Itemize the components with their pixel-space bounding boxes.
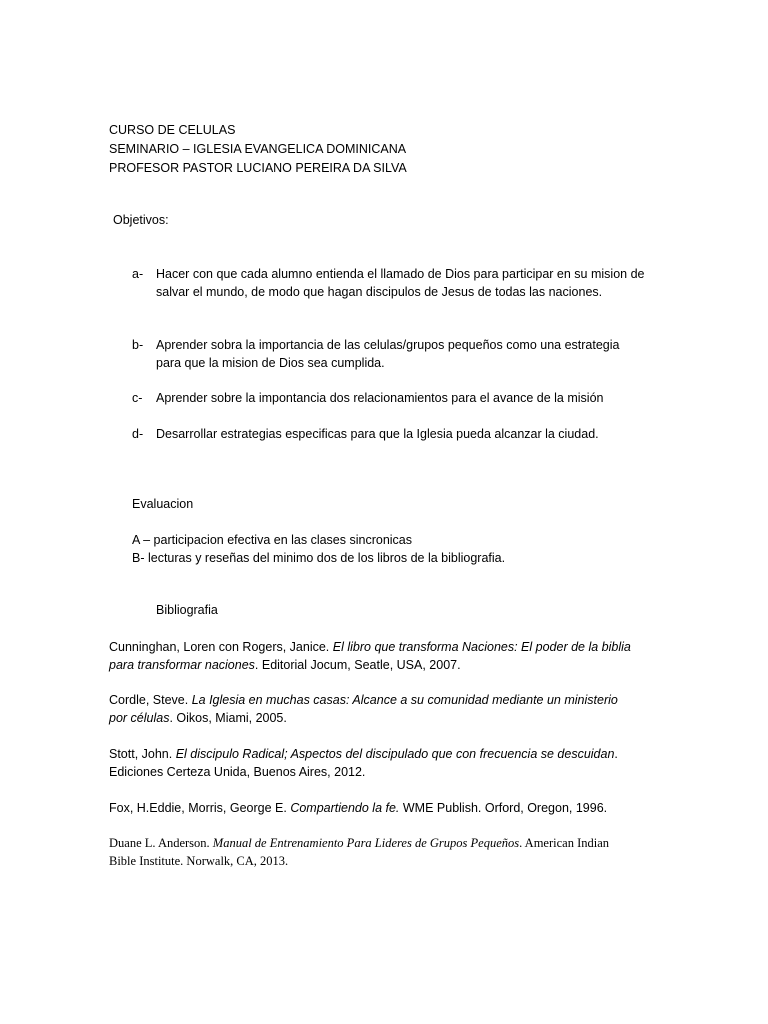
bibliography-entry (109, 799, 654, 817)
entry-publisher: WME Publish. Orford, Oregon, 1996. (399, 801, 608, 815)
entry-title: Compartiendo la fe. (290, 801, 400, 815)
entry-publisher: . Editorial Jocum, Seatle, USA, 2007. (254, 658, 461, 672)
entry-publisher: . American Indian Bible Institute. Norwalk, CA, 2013. (109, 836, 610, 868)
entry-author: Cunninghan, Loren con Rogers, Janice. (109, 640, 333, 654)
seminary-name: SEMINARIO – IGLESIA EVANGELICA DOMINICANA (109, 142, 407, 156)
entry-author: Duane L. Anderson. (109, 836, 213, 850)
objective-a-label: a- (132, 267, 144, 281)
objective-c-text: Aprender sobre la impontancia dos relacionamientos para el avance de la misión (156, 391, 604, 405)
entry-title: La Iglesia en muchas casas: Alcance a su comunidad mediante un ministerio por células (109, 693, 618, 725)
evaluation-item-b: B- lecturas y reseñas del minimo dos de los libros de la bibliografia. (132, 551, 506, 565)
entry-author: Cordle, Steve. (109, 693, 192, 707)
entry-publisher: . Ediciones Certeza Unida, Buenos Aires, 2012. (109, 747, 618, 779)
objective-d-text: Desarrollar estrategias especificas para que la Iglesia pueda alcanzar la ciudad. (156, 427, 599, 441)
bibliography-entry (109, 834, 639, 870)
entry-title: Manual de Entrenamiento Para Lideres de Grupos Pequeños (212, 836, 520, 850)
bibliography-entry (109, 745, 629, 781)
evaluation-item-a: A – participacion efectiva en las clases sincronicas (132, 533, 413, 547)
entry-author: Fox, H.Eddie, Morris, George E. (109, 801, 291, 815)
entry-title: El discipulo Radical; Aspectos del discipulado que con frecuencia se descuidan (175, 747, 615, 761)
objective-c-label: c- (132, 391, 143, 405)
professor-name: PROFESOR PASTOR LUCIANO PEREIRA DA SILVA (109, 161, 407, 175)
evaluation-heading: Evaluacion (132, 497, 194, 511)
entry-author: Stott, John. (109, 747, 176, 761)
course-title: CURSO DE CELULAS (109, 123, 236, 137)
bibliography-entry (109, 691, 624, 727)
bibliography-entry (109, 638, 659, 674)
entry-publisher: . Oikos, Miami, 2005. (169, 711, 287, 725)
objective-b-label: b- (132, 338, 144, 352)
objective-d-label: d- (132, 427, 144, 441)
entry-title: El libro que transforma Naciones: El poder de la biblia para transformar naciones (109, 640, 631, 672)
objective-a-text: Hacer con que cada alumno entienda el llamado de Dios para participar en su mision de salvar el mundo, de modo que hagan discipulos de Jesus de todas las naciones. (156, 267, 645, 299)
bibliography-heading: Bibliografia (156, 603, 218, 617)
objective-b-text: Aprender sobra la importancia de las celulas/grupos pequeños como una estrategia para que la mision de Dios sea cumplida. (156, 338, 620, 370)
objectives-heading: Objetivos: (113, 213, 169, 227)
